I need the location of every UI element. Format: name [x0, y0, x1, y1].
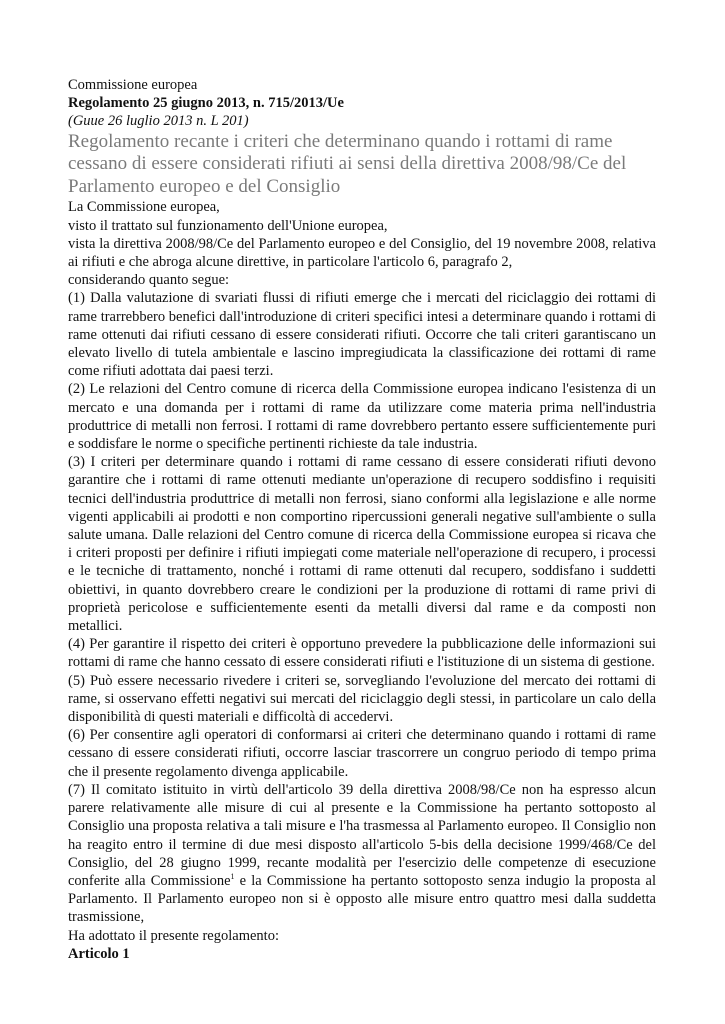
preamble-considering: considerando quanto segue:: [68, 272, 230, 289]
footnote-reference[interactable]: 1: [230, 872, 235, 882]
gazette-reference: (Guue 26 luglio 2013 n. L 201): [68, 113, 249, 130]
adoption-statement: Ha adottato il presente regolamento:: [68, 927, 279, 944]
recital-7: [68, 781, 656, 927]
preamble-opening: La Commissione europea,: [68, 199, 220, 216]
recital-6: (6) Per consentire agli operatori di conformarsi ai criteri che determinano quando i rottami di rame cessano di essere considerati rifiuti, occorre lasciar trascorrere un congruo periodo di tempo prima che il presente regolamento divenga applicabile.: [68, 727, 656, 780]
recital-7-text-a: (7) Il comitato istituito in virtù dell'articolo 39 della direttiva 2008/98/Ce non ha espresso alcun parere relativamente alle misure di cui al presente e la Commissione ha pertanto sottoposto al Consiglio una proposta relativa a tali misure e l'ha trasmessa al Parlamento europeo. Il Consiglio non ha reagito entro il termine di due mesi disposto all'articolo 5-bis della decisione 1999/468/Ce del Consiglio, del 28 giugno 1999, recante modalità per l'esercizio delle competenze di esecuzione conferite alla Commissione: [68, 781, 656, 889]
recital-5: (5) Può essere necessario rivedere i criteri se, sorvegliando l'evoluzione del mercato dei rottami di rame, si osservano effetti negativi sui mercati del riciclaggio degli stessi, in particolare un calo della disponibilità di questi materiali e difficoltà di accedervi.: [68, 672, 656, 726]
article-heading: Articolo 1: [68, 945, 130, 962]
recital-7-text-b: e la Commissione ha pertanto sottoposto senza indugio la proposta al Parlamento. Il Parlamento europeo non si è opposto alle misure entro quattro mesi dalla suddetta trasmissione,: [68, 872, 656, 926]
recital-4: (4) Per garantire il rispetto dei criteri è opportuno prevedere la pubblicazione delle informazioni sui rottami di rame che hanno cessato di essere considerati rifiuti e l'istituzione di un sistema di gestione.: [68, 636, 656, 671]
regulation-heading: Regolamento 25 giugno 2013, n. 715/2013/Ue: [68, 95, 344, 112]
preamble-directive: vista la direttiva 2008/98/Ce del Parlamento europeo e del Consiglio, del 19 novembre 2008, relativa ai rifiuti e che abroga alcune direttive, in particolare l'articolo 6, paragrafo 2,: [68, 235, 656, 270]
institution-line: Commissione europea: [68, 77, 198, 93]
recital-3: (3) I criteri per determinare quando i rottami di rame cessano di essere considerati rifiuti devono garantire che i rottami di rame ottenuti mediante un'operazione di recupero soddisfino i requisiti tecnici dell'industria produttrice di metalli non ferrosi, siano conformi alla legislazione e alle norme vigenti applicabili ai prodotti e non comportino ripercussioni generali negative sull'ambiente o sulla salute umana. Dalle relazioni del Centro comune di ricerca della Commissione europea si ricava che i criteri proposti per definire i rifiuti impiegati come materiale nell'operazione di recupero, i processi e le tecniche di trattamento, nonché i rottami di rame ottenuti dal recupero, soddisfano i suddetti obiettivi, in quanto dovrebbero creare le condizioni per la produzione di rottami di rame privi di proprietà pericolose e sufficientemente esenti da metalli diversi dal rame e da composti non metallici.: [68, 454, 656, 635]
document-title: Regolamento recante i criteri che determinano quando i rottami di rame cessano di essere considerati rifiuti ai sensi della direttiva 2008/98/Ce del Parlamento europeo e del Consiglio: [68, 130, 627, 197]
document-page: [68, 76, 656, 963]
recital-1: (1) Dalla valutazione di svariati flussi di rifiuti emerge che i mercati del riciclaggio dei rottami di rame trarrebbero benefici dall'introduzione di criteri specifici intesi a determinare quando i rottami di rame ottenuti dai rifiuti cessano di essere considerati rifiuti. Occorre che tali criteri garantiscano un elevato livello di tutela ambientale e lascino impregiudicata la classificazione dei rottami di rame come rifiuti adottata dai paesi terzi.: [68, 290, 656, 380]
preamble-treaty: visto il trattato sul funzionamento dell'Unione europea,: [68, 217, 388, 234]
recital-2: (2) Le relazioni del Centro comune di ricerca della Commissione europea indicano l'esistenza di un mercato e una domanda per i rottami di rame da utilizzare come materia prima nell'industria produttrice di metalli non ferrosi. I rottami di rame dovrebbero pertanto essere sufficientemente puri e soddisfare le norme o specifiche pertinenti richieste da tale industria.: [68, 381, 656, 453]
